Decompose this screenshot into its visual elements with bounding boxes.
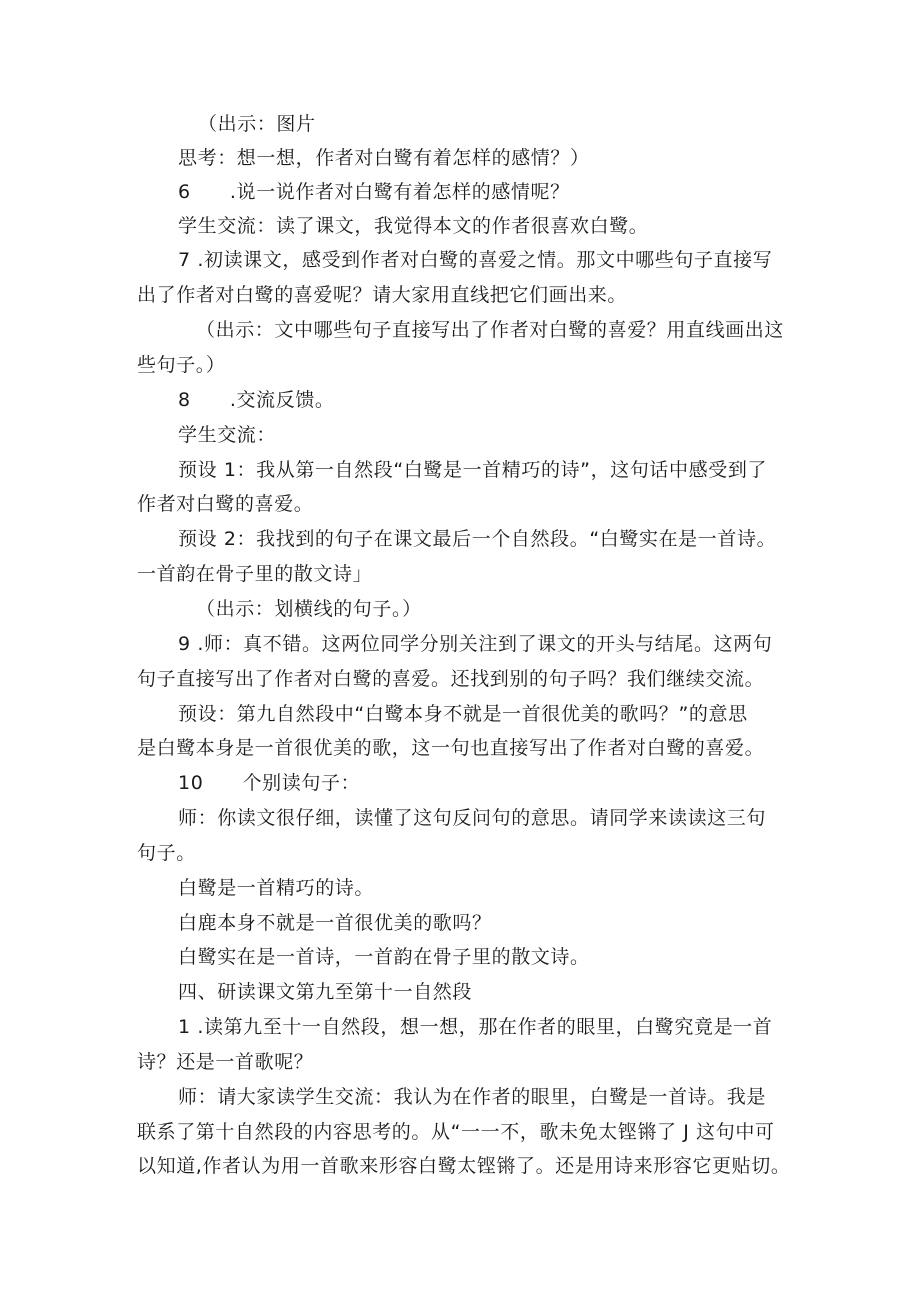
text-line: 8 .交流反馈。: [178, 389, 335, 411]
text-line: 10 个别读句子：: [178, 772, 361, 794]
text-line: 白鹭实在是一首诗，一首韵在骨子里的散文诗。: [178, 946, 590, 968]
text-line: （出示：划横线的句子。）: [196, 598, 422, 620]
text-line: 思考：想一想，作者对白鹭有着怎样的感情？）: [178, 147, 590, 169]
text-line: 是白鹭本身是一首很优美的歌，这一句也直接写出了作者对白鹭的喜爱。: [137, 737, 765, 759]
text-line: 9 .师：真不错。这两位同学分别关注到了课文的开头与结尾。这两句: [178, 633, 773, 655]
text-line: 出了作者对白鹭的喜爱呢？请大家用直线把它们画出来。: [137, 284, 628, 306]
text-line: 作者对白鹭的喜爱。: [137, 493, 314, 515]
text-line: 7 .初读课文，感受到作者对白鹭的喜爱之情。那文中哪些句子直接写: [178, 249, 773, 271]
text-line: 预设 2：我找到的句子在课文最后一个自然段。“白鹭实在是一首诗。: [178, 528, 777, 550]
text-line: 师：请大家读学生交流：我认为在作者的眼里，白鹭是一首诗。我是: [178, 1086, 767, 1108]
text-line: 学生交流：: [178, 424, 277, 446]
text-line: 6 .说一说作者对白鹭有着怎样的感情呢？: [178, 181, 570, 203]
text-line: 四、研读课文第九至第十一自然段: [178, 981, 473, 1003]
text-line: 师：你读文很仔细，读懂了这句反问句的意思。请同学来读读这三句: [178, 807, 767, 829]
text-line: 句子。: [137, 842, 196, 864]
text-line: 预设 1：我从第一自然段“白鹭是一首精巧的诗”，这句话中感受到了: [178, 459, 768, 481]
text-line: 预设：第九自然段中“白鹭本身不就是一首很优美的歌吗？”的意思: [178, 703, 748, 725]
text-line: 联系了第十自然段的内容思考的。从“一一不，歌未免太铿锵了 J 这句中可: [137, 1121, 775, 1143]
text-line: 1 .读第九至十一自然段，想一想，那在作者的眼里，白鹭究竟是一首: [178, 1016, 773, 1038]
text-line: 一首韵在骨子里的散文诗」: [137, 563, 373, 585]
text-line: 诗？还是一首歌呢？: [137, 1051, 314, 1073]
text-line: 些句子。）: [137, 354, 226, 376]
text-line: 以知道,作者认为用一首歌来形容白鹭太铿锵了。还是用诗来形容它更贴切。: [137, 1155, 791, 1177]
text-line: 学生交流：读了课文，我觉得本文的作者很喜欢白鹭。: [178, 215, 649, 237]
text-line: 白鹭是一首精巧的诗。: [178, 877, 375, 899]
text-line: 白鹿本身不就是一首很优美的歌吗？: [178, 912, 492, 934]
text-line: （出示：文中哪些句子直接写出了作者对白鹭的喜爱？用直线画出这: [196, 319, 785, 341]
text-line: 句子直接写出了作者对白鹭的喜爱。还找到别的句子吗？我们继续交流。: [137, 668, 765, 690]
text-line: （出示：图片: [198, 113, 316, 135]
